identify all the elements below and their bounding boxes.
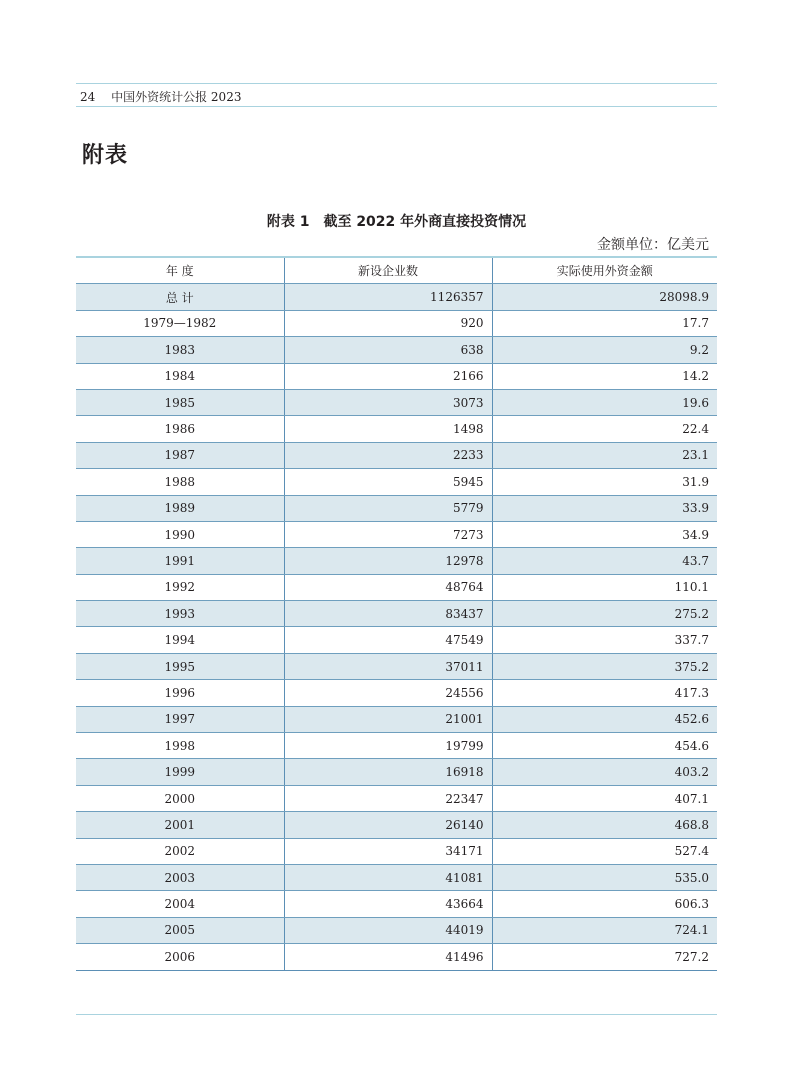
- table-row: [76, 337, 717, 363]
- cell-year: 1979—1982: [76, 310, 284, 336]
- cell-new-enterprises: 24556: [284, 680, 492, 706]
- cell-new-enterprises: 22347: [284, 785, 492, 811]
- header-bottom-rule: [76, 106, 717, 107]
- table-row-total: [76, 284, 717, 310]
- cell-year: 总 计: [76, 284, 284, 310]
- cell-new-enterprises: 920: [284, 310, 492, 336]
- table-row: [76, 812, 717, 838]
- table-header-row: [76, 257, 717, 284]
- table-row: [76, 548, 717, 574]
- cell-actual-fdi: 606.3: [492, 891, 717, 917]
- cell-new-enterprises: 7273: [284, 521, 492, 547]
- cell-actual-fdi: 31.9: [492, 469, 717, 495]
- cell-year: 1983: [76, 337, 284, 363]
- unit-note: 金额单位：亿美元: [597, 237, 709, 253]
- table-row: [76, 416, 717, 442]
- table-row: [76, 864, 717, 890]
- cell-year: 1989: [76, 495, 284, 521]
- cell-year: 1991: [76, 548, 284, 574]
- cell-actual-fdi: 17.7: [492, 310, 717, 336]
- cell-year: 1988: [76, 469, 284, 495]
- cell-new-enterprises: 48764: [284, 574, 492, 600]
- cell-year: 2005: [76, 917, 284, 943]
- cell-year: 1999: [76, 759, 284, 785]
- cell-actual-fdi: 417.3: [492, 680, 717, 706]
- column-header-actual-fdi: 实际使用外资金额: [492, 257, 717, 284]
- cell-actual-fdi: 9.2: [492, 337, 717, 363]
- fdi-table: [76, 256, 717, 971]
- cell-actual-fdi: 727.2: [492, 944, 717, 970]
- cell-year: 1997: [76, 706, 284, 732]
- cell-year: 1984: [76, 363, 284, 389]
- table-row: [76, 627, 717, 653]
- table-row: [76, 363, 717, 389]
- cell-new-enterprises: 12978: [284, 548, 492, 574]
- cell-new-enterprises: 5945: [284, 469, 492, 495]
- cell-year: 1996: [76, 680, 284, 706]
- cell-year: 1985: [76, 389, 284, 415]
- cell-year: 1986: [76, 416, 284, 442]
- cell-actual-fdi: 724.1: [492, 917, 717, 943]
- running-header: [80, 88, 241, 105]
- table-row: [76, 785, 717, 811]
- cell-new-enterprises: 19799: [284, 733, 492, 759]
- cell-actual-fdi: 28098.9: [492, 284, 717, 310]
- cell-actual-fdi: 407.1: [492, 785, 717, 811]
- cell-actual-fdi: 34.9: [492, 521, 717, 547]
- table-row: [76, 733, 717, 759]
- cell-year: 2000: [76, 785, 284, 811]
- cell-actual-fdi: 337.7: [492, 627, 717, 653]
- cell-year: 1987: [76, 442, 284, 468]
- cell-new-enterprises: 5779: [284, 495, 492, 521]
- cell-new-enterprises: 37011: [284, 653, 492, 679]
- cell-actual-fdi: 403.2: [492, 759, 717, 785]
- table-row: [76, 680, 717, 706]
- table-row: [76, 838, 717, 864]
- cell-actual-fdi: 110.1: [492, 574, 717, 600]
- cell-new-enterprises: 21001: [284, 706, 492, 732]
- table-row: [76, 944, 717, 970]
- table-caption: 附表 1 截至 2022 年外商直接投资情况: [266, 214, 527, 230]
- cell-new-enterprises: 26140: [284, 812, 492, 838]
- cell-new-enterprises: 34171: [284, 838, 492, 864]
- header-top-rule: [76, 83, 717, 84]
- cell-actual-fdi: 22.4: [492, 416, 717, 442]
- cell-actual-fdi: 275.2: [492, 601, 717, 627]
- table-row: [76, 442, 717, 468]
- page-number: 24: [80, 90, 96, 104]
- cell-new-enterprises: 47549: [284, 627, 492, 653]
- cell-new-enterprises: 1498: [284, 416, 492, 442]
- cell-actual-fdi: 535.0: [492, 864, 717, 890]
- cell-new-enterprises: 638: [284, 337, 492, 363]
- table-row: [76, 574, 717, 600]
- section-title: 附表: [82, 142, 129, 168]
- table-row: [76, 469, 717, 495]
- table-row: [76, 601, 717, 627]
- cell-new-enterprises: 3073: [284, 389, 492, 415]
- cell-year: 1993: [76, 601, 284, 627]
- cell-year: 2001: [76, 812, 284, 838]
- cell-actual-fdi: 454.6: [492, 733, 717, 759]
- cell-new-enterprises: 83437: [284, 601, 492, 627]
- cell-actual-fdi: 527.4: [492, 838, 717, 864]
- table-row: [76, 495, 717, 521]
- footer-rule: [76, 1014, 717, 1015]
- cell-actual-fdi: 33.9: [492, 495, 717, 521]
- cell-new-enterprises: 44019: [284, 917, 492, 943]
- table-row: [76, 521, 717, 547]
- table-row: [76, 759, 717, 785]
- table-row: [76, 917, 717, 943]
- cell-year: 1998: [76, 733, 284, 759]
- cell-year: 1990: [76, 521, 284, 547]
- cell-actual-fdi: 452.6: [492, 706, 717, 732]
- cell-actual-fdi: 43.7: [492, 548, 717, 574]
- publication-title: 中国外资统计公报 2023: [111, 90, 242, 104]
- cell-new-enterprises: 43664: [284, 891, 492, 917]
- cell-actual-fdi: 23.1: [492, 442, 717, 468]
- table-row: [76, 706, 717, 732]
- table-row: [76, 310, 717, 336]
- cell-new-enterprises: 41496: [284, 944, 492, 970]
- cell-actual-fdi: 375.2: [492, 653, 717, 679]
- cell-actual-fdi: 468.8: [492, 812, 717, 838]
- cell-year: 1994: [76, 627, 284, 653]
- cell-new-enterprises: 1126357: [284, 284, 492, 310]
- cell-new-enterprises: 2166: [284, 363, 492, 389]
- cell-year: 2003: [76, 864, 284, 890]
- table-row: [76, 653, 717, 679]
- column-header-year: 年 度: [76, 257, 284, 284]
- cell-new-enterprises: 16918: [284, 759, 492, 785]
- cell-new-enterprises: 2233: [284, 442, 492, 468]
- cell-year: 2004: [76, 891, 284, 917]
- cell-year: 2006: [76, 944, 284, 970]
- column-header-new-enterprises: 新设企业数: [284, 257, 492, 284]
- cell-new-enterprises: 41081: [284, 864, 492, 890]
- cell-actual-fdi: 19.6: [492, 389, 717, 415]
- cell-year: 1992: [76, 574, 284, 600]
- cell-actual-fdi: 14.2: [492, 363, 717, 389]
- table-row: [76, 389, 717, 415]
- cell-year: 2002: [76, 838, 284, 864]
- cell-year: 1995: [76, 653, 284, 679]
- table-row: [76, 891, 717, 917]
